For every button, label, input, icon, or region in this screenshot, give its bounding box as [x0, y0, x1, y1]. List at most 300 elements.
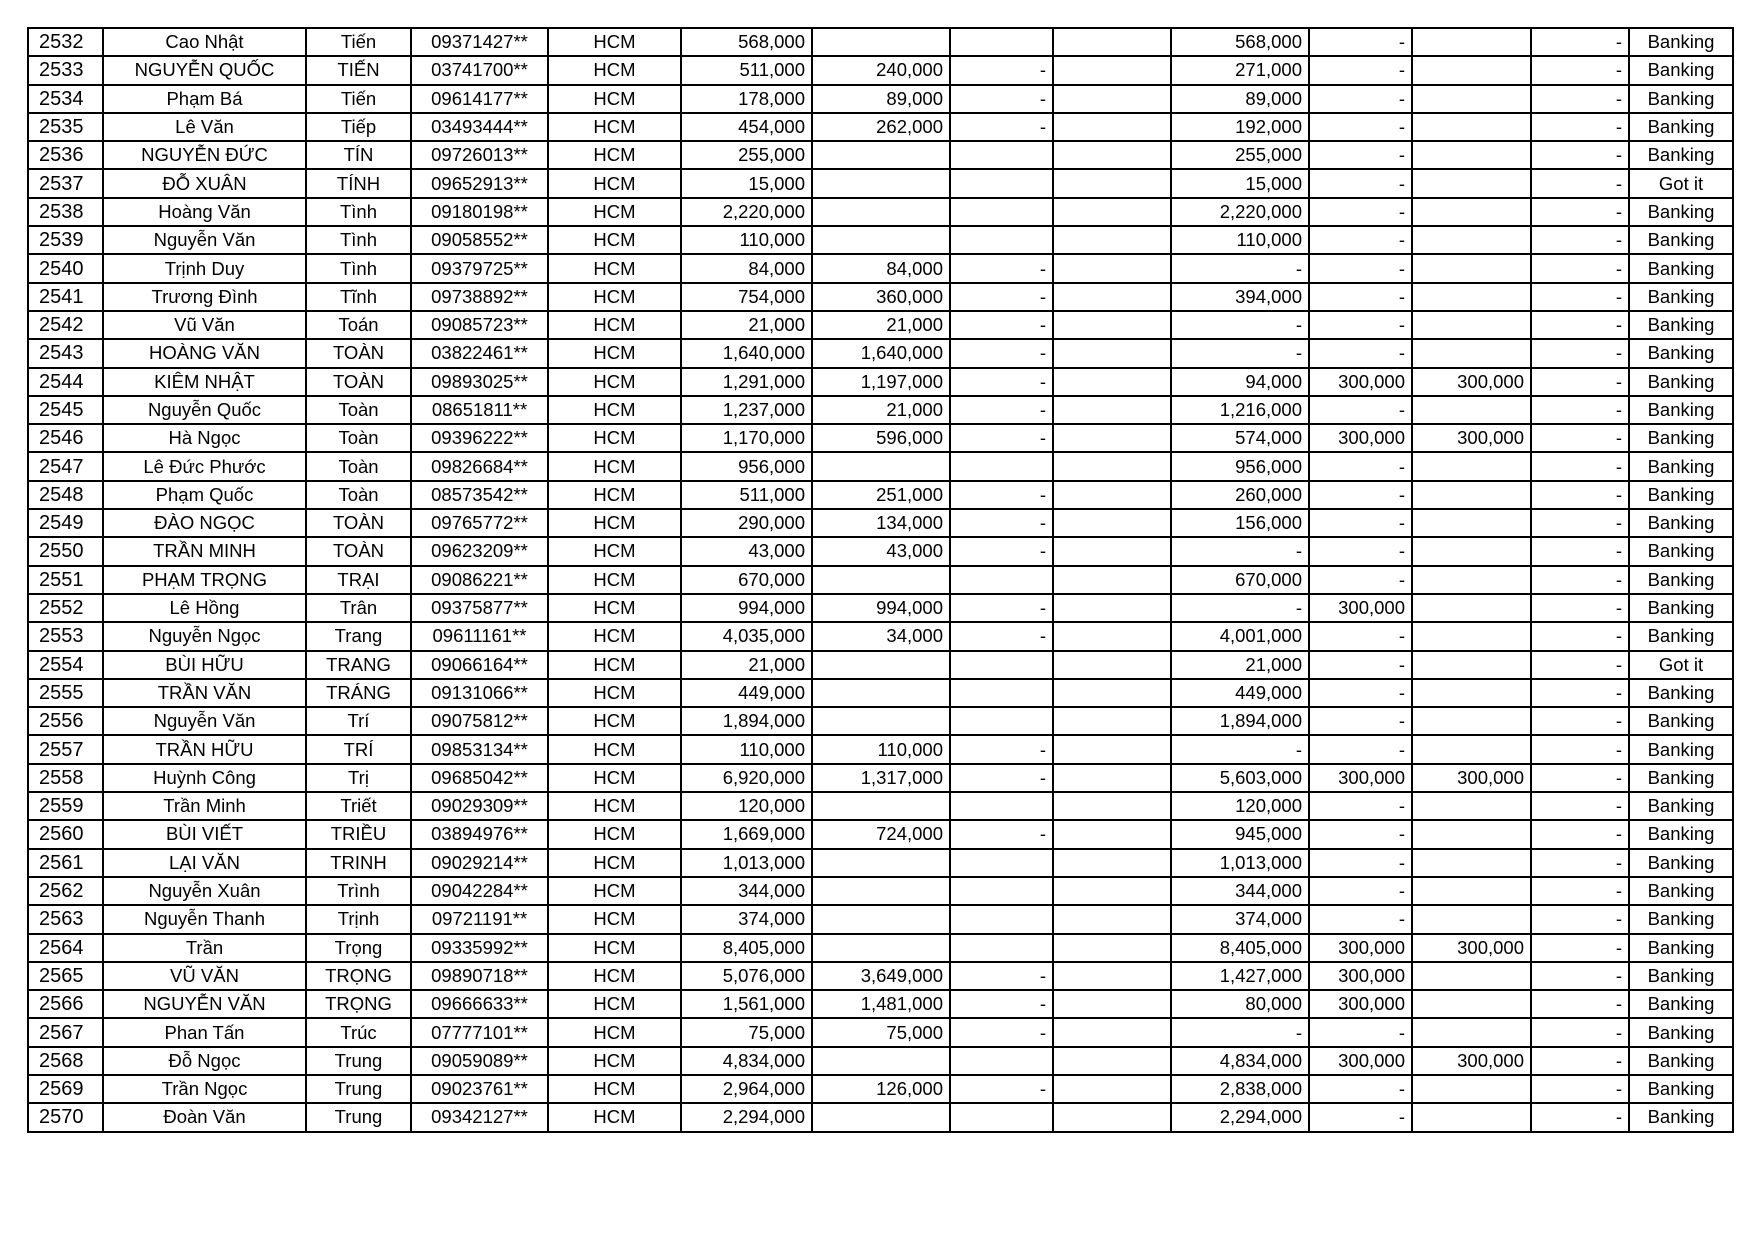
cell-amount-a — [950, 679, 1053, 707]
cell-phone: 03894976** — [411, 820, 548, 848]
cell-amount-a: - — [950, 56, 1053, 84]
cell-first-name: TÍNH — [306, 169, 411, 197]
cell-first-name: TRINH — [306, 849, 411, 877]
cell-stt: 2553 — [28, 622, 103, 650]
table-row — [28, 962, 1733, 990]
cell-bonus-1: - — [1309, 113, 1412, 141]
cell-amount-b — [1053, 792, 1171, 820]
cell-phone: 09342127** — [411, 1103, 548, 1131]
cell-stt: 2538 — [28, 198, 103, 226]
cell-bonus-1: 300,000 — [1309, 962, 1412, 990]
cell-amount-total: 754,000 — [681, 283, 812, 311]
cell-payment-method: Banking — [1629, 283, 1733, 311]
cell-amount-b — [1053, 509, 1171, 537]
cell-stt: 2554 — [28, 651, 103, 679]
cell-payment-method: Banking — [1629, 962, 1733, 990]
cell-stt: 2566 — [28, 990, 103, 1018]
cell-amount-deducted — [812, 905, 950, 933]
cell-bonus-2 — [1412, 28, 1531, 56]
cell-region: HCM — [548, 877, 681, 905]
cell-stt: 2569 — [28, 1075, 103, 1103]
cell-amount-net: 2,838,000 — [1171, 1075, 1309, 1103]
cell-region: HCM — [548, 594, 681, 622]
cell-last-middle-name: Trịnh Duy — [103, 254, 306, 282]
cell-amount-b — [1053, 1018, 1171, 1046]
cell-first-name: Trúc — [306, 1018, 411, 1046]
cell-bonus-2 — [1412, 820, 1531, 848]
cell-amount-b — [1053, 452, 1171, 480]
cell-amount-net: 1,013,000 — [1171, 849, 1309, 877]
cell-amount-c: - — [1531, 707, 1629, 735]
cell-amount-b — [1053, 368, 1171, 396]
cell-amount-total: 1,561,000 — [681, 990, 812, 1018]
cell-phone: 09685042** — [411, 764, 548, 792]
cell-amount-total: 255,000 — [681, 141, 812, 169]
cell-amount-net: 5,603,000 — [1171, 764, 1309, 792]
cell-amount-total: 344,000 — [681, 877, 812, 905]
table-row — [28, 1047, 1733, 1075]
cell-amount-a: - — [950, 962, 1053, 990]
cell-amount-a — [950, 169, 1053, 197]
cell-phone: 08651811** — [411, 396, 548, 424]
cell-amount-total: 994,000 — [681, 594, 812, 622]
cell-payment-method: Banking — [1629, 622, 1733, 650]
cell-amount-net: 21,000 — [1171, 651, 1309, 679]
cell-region: HCM — [548, 254, 681, 282]
cell-amount-c: - — [1531, 396, 1629, 424]
cell-amount-b — [1053, 424, 1171, 452]
cell-amount-c: - — [1531, 820, 1629, 848]
cell-amount-b — [1053, 566, 1171, 594]
cell-phone: 09023761** — [411, 1075, 548, 1103]
cell-last-middle-name: VŨ VĂN — [103, 962, 306, 990]
cell-region: HCM — [548, 339, 681, 367]
cell-phone: 09396222** — [411, 424, 548, 452]
cell-amount-deducted: 1,197,000 — [812, 368, 950, 396]
cell-amount-a — [950, 226, 1053, 254]
cell-amount-a — [950, 792, 1053, 820]
cell-phone: 09853134** — [411, 735, 548, 763]
cell-first-name: Tiến — [306, 85, 411, 113]
cell-last-middle-name: Trần Minh — [103, 792, 306, 820]
cell-amount-c: - — [1531, 28, 1629, 56]
cell-amount-a — [950, 566, 1053, 594]
cell-amount-net: 4,001,000 — [1171, 622, 1309, 650]
cell-amount-b — [1053, 679, 1171, 707]
cell-bonus-2: 300,000 — [1412, 764, 1531, 792]
cell-phone: 09059089** — [411, 1047, 548, 1075]
cell-stt: 2562 — [28, 877, 103, 905]
cell-bonus-2 — [1412, 566, 1531, 594]
cell-bonus-1: - — [1309, 509, 1412, 537]
cell-amount-deducted — [812, 566, 950, 594]
cell-region: HCM — [548, 481, 681, 509]
cell-payment-method: Banking — [1629, 934, 1733, 962]
cell-payment-method: Banking — [1629, 509, 1733, 537]
cell-last-middle-name: NGUYỄN QUỐC — [103, 56, 306, 84]
cell-amount-b — [1053, 735, 1171, 763]
cell-bonus-2 — [1412, 962, 1531, 990]
table-row — [28, 651, 1733, 679]
cell-region: HCM — [548, 311, 681, 339]
cell-payment-method: Banking — [1629, 707, 1733, 735]
cell-amount-deducted — [812, 169, 950, 197]
cell-amount-a: - — [950, 735, 1053, 763]
table-row — [28, 1018, 1733, 1046]
cell-amount-total: 43,000 — [681, 537, 812, 565]
cell-amount-net: 8,405,000 — [1171, 934, 1309, 962]
cell-amount-deducted — [812, 141, 950, 169]
cell-bonus-1: - — [1309, 481, 1412, 509]
cell-amount-total: 454,000 — [681, 113, 812, 141]
cell-stt: 2561 — [28, 849, 103, 877]
cell-first-name: TOÀN — [306, 368, 411, 396]
cell-amount-b — [1053, 85, 1171, 113]
cell-last-middle-name: Trương Đình — [103, 283, 306, 311]
cell-amount-b — [1053, 28, 1171, 56]
cell-amount-deducted: 262,000 — [812, 113, 950, 141]
cell-amount-a: - — [950, 509, 1053, 537]
cell-amount-c: - — [1531, 566, 1629, 594]
cell-bonus-2 — [1412, 792, 1531, 820]
cell-bonus-1: - — [1309, 169, 1412, 197]
cell-phone: 09623209** — [411, 537, 548, 565]
cell-first-name: TÍN — [306, 141, 411, 169]
cell-stt: 2555 — [28, 679, 103, 707]
cell-bonus-1: - — [1309, 877, 1412, 905]
cell-amount-a: - — [950, 537, 1053, 565]
cell-amount-deducted: 75,000 — [812, 1018, 950, 1046]
cell-first-name: TRIỀU — [306, 820, 411, 848]
cell-last-middle-name: BÙI VIẾT — [103, 820, 306, 848]
cell-region: HCM — [548, 792, 681, 820]
cell-last-middle-name: Đỗ Ngọc — [103, 1047, 306, 1075]
cell-amount-deducted — [812, 1047, 950, 1075]
cell-amount-total: 5,076,000 — [681, 962, 812, 990]
cell-region: HCM — [548, 735, 681, 763]
cell-amount-b — [1053, 849, 1171, 877]
cell-bonus-2 — [1412, 509, 1531, 537]
cell-amount-a — [950, 198, 1053, 226]
table-row — [28, 141, 1733, 169]
cell-stt: 2556 — [28, 707, 103, 735]
cell-bonus-1: - — [1309, 1018, 1412, 1046]
cell-amount-c: - — [1531, 735, 1629, 763]
cell-last-middle-name: Nguyễn Thanh — [103, 905, 306, 933]
cell-amount-deducted: 994,000 — [812, 594, 950, 622]
cell-region: HCM — [548, 764, 681, 792]
cell-phone: 09371427** — [411, 28, 548, 56]
cell-amount-b — [1053, 764, 1171, 792]
cell-stt: 2547 — [28, 452, 103, 480]
cell-bonus-2 — [1412, 849, 1531, 877]
cell-first-name: Tĩnh — [306, 283, 411, 311]
cell-amount-net: - — [1171, 594, 1309, 622]
cell-stt: 2534 — [28, 85, 103, 113]
cell-phone: 09085723** — [411, 311, 548, 339]
cell-amount-net: 15,000 — [1171, 169, 1309, 197]
cell-bonus-2: 300,000 — [1412, 1047, 1531, 1075]
cell-amount-net: 956,000 — [1171, 452, 1309, 480]
cell-region: HCM — [548, 169, 681, 197]
cell-phone: 09131066** — [411, 679, 548, 707]
cell-amount-net: 4,834,000 — [1171, 1047, 1309, 1075]
cell-amount-c: - — [1531, 594, 1629, 622]
cell-first-name: TIẾN — [306, 56, 411, 84]
cell-amount-deducted — [812, 792, 950, 820]
cell-amount-deducted: 251,000 — [812, 481, 950, 509]
cell-amount-total: 1,170,000 — [681, 424, 812, 452]
cell-amount-c: - — [1531, 141, 1629, 169]
cell-amount-total: 374,000 — [681, 905, 812, 933]
cell-region: HCM — [548, 1103, 681, 1131]
cell-amount-total: 4,834,000 — [681, 1047, 812, 1075]
cell-amount-b — [1053, 226, 1171, 254]
cell-last-middle-name: TRẦN MINH — [103, 537, 306, 565]
cell-bonus-1: - — [1309, 537, 1412, 565]
cell-stt: 2563 — [28, 905, 103, 933]
cell-amount-c: - — [1531, 56, 1629, 84]
cell-amount-net: 255,000 — [1171, 141, 1309, 169]
cell-amount-net: - — [1171, 311, 1309, 339]
cell-region: HCM — [548, 849, 681, 877]
cell-amount-c: - — [1531, 905, 1629, 933]
cell-last-middle-name: Phan Tấn — [103, 1018, 306, 1046]
cell-amount-net: - — [1171, 339, 1309, 367]
cell-first-name: Tiếp — [306, 113, 411, 141]
table-row — [28, 679, 1733, 707]
cell-amount-a: - — [950, 990, 1053, 1018]
cell-bonus-1: - — [1309, 85, 1412, 113]
cell-amount-c: - — [1531, 509, 1629, 537]
cell-first-name: TOÀN — [306, 339, 411, 367]
cell-amount-net: 568,000 — [1171, 28, 1309, 56]
cell-amount-b — [1053, 113, 1171, 141]
cell-amount-a — [950, 849, 1053, 877]
cell-last-middle-name: Phạm Bá — [103, 85, 306, 113]
cell-bonus-2 — [1412, 85, 1531, 113]
cell-amount-a: - — [950, 368, 1053, 396]
cell-amount-c: - — [1531, 849, 1629, 877]
cell-bonus-2 — [1412, 990, 1531, 1018]
table-row — [28, 283, 1733, 311]
cell-last-middle-name: Trần — [103, 934, 306, 962]
cell-amount-deducted — [812, 707, 950, 735]
cell-stt: 2552 — [28, 594, 103, 622]
cell-amount-b — [1053, 254, 1171, 282]
cell-amount-total: 6,920,000 — [681, 764, 812, 792]
cell-last-middle-name: KIÊM NHẬT — [103, 368, 306, 396]
cell-first-name: TRÁNG — [306, 679, 411, 707]
cell-bonus-2 — [1412, 283, 1531, 311]
cell-payment-method: Banking — [1629, 792, 1733, 820]
cell-first-name: Trân — [306, 594, 411, 622]
cell-bonus-1: - — [1309, 254, 1412, 282]
cell-bonus-2 — [1412, 452, 1531, 480]
cell-amount-net: 110,000 — [1171, 226, 1309, 254]
cell-payment-method: Banking — [1629, 1018, 1733, 1046]
cell-last-middle-name: Nguyễn Quốc — [103, 396, 306, 424]
cell-stt: 2533 — [28, 56, 103, 84]
cell-stt: 2567 — [28, 1018, 103, 1046]
cell-phone: 09765772** — [411, 509, 548, 537]
cell-bonus-2: 300,000 — [1412, 424, 1531, 452]
cell-payment-method: Banking — [1629, 566, 1733, 594]
table-row — [28, 566, 1733, 594]
table-row — [28, 820, 1733, 848]
cell-bonus-2 — [1412, 113, 1531, 141]
cell-amount-a — [950, 1103, 1053, 1131]
cell-amount-net: 344,000 — [1171, 877, 1309, 905]
cell-last-middle-name: TRẦN VĂN — [103, 679, 306, 707]
cell-bonus-2 — [1412, 169, 1531, 197]
cell-payment-method: Banking — [1629, 1103, 1733, 1131]
cell-phone: 09726013** — [411, 141, 548, 169]
cell-amount-net: 89,000 — [1171, 85, 1309, 113]
cell-amount-deducted: 3,649,000 — [812, 962, 950, 990]
cell-stt: 2560 — [28, 820, 103, 848]
cell-bonus-2 — [1412, 651, 1531, 679]
cell-bonus-1: - — [1309, 1103, 1412, 1131]
cell-first-name: Toàn — [306, 424, 411, 452]
cell-bonus-2 — [1412, 396, 1531, 424]
cell-amount-a — [950, 905, 1053, 933]
cell-region: HCM — [548, 452, 681, 480]
cell-bonus-2: 300,000 — [1412, 368, 1531, 396]
cell-first-name: Trí — [306, 707, 411, 735]
cell-stt: 2568 — [28, 1047, 103, 1075]
cell-first-name: TRỌNG — [306, 990, 411, 1018]
table-row — [28, 1075, 1733, 1103]
cell-bonus-1: - — [1309, 792, 1412, 820]
cell-amount-b — [1053, 283, 1171, 311]
cell-amount-c: - — [1531, 537, 1629, 565]
cell-bonus-2 — [1412, 1075, 1531, 1103]
cell-phone: 07777101** — [411, 1018, 548, 1046]
cell-amount-total: 511,000 — [681, 481, 812, 509]
cell-amount-net: 120,000 — [1171, 792, 1309, 820]
table-row — [28, 849, 1733, 877]
cell-amount-a: - — [950, 594, 1053, 622]
cell-amount-a: - — [950, 85, 1053, 113]
cell-first-name: Trình — [306, 877, 411, 905]
cell-last-middle-name: HOÀNG VĂN — [103, 339, 306, 367]
cell-amount-b — [1053, 198, 1171, 226]
cell-first-name: Trịnh — [306, 905, 411, 933]
cell-payment-method: Banking — [1629, 849, 1733, 877]
cell-amount-deducted: 1,317,000 — [812, 764, 950, 792]
cell-amount-b — [1053, 56, 1171, 84]
cell-region: HCM — [548, 396, 681, 424]
cell-payment-method: Banking — [1629, 198, 1733, 226]
cell-payment-method: Banking — [1629, 311, 1733, 339]
cell-amount-b — [1053, 905, 1171, 933]
cell-first-name: TRÍ — [306, 735, 411, 763]
cell-bonus-1: 300,000 — [1309, 594, 1412, 622]
cell-region: HCM — [548, 537, 681, 565]
cell-phone: 09335992** — [411, 934, 548, 962]
cell-amount-net: 945,000 — [1171, 820, 1309, 848]
cell-last-middle-name: Đoàn Văn — [103, 1103, 306, 1131]
cell-stt: 2545 — [28, 396, 103, 424]
cell-payment-method: Banking — [1629, 594, 1733, 622]
cell-phone: 09738892** — [411, 283, 548, 311]
cell-first-name: Tình — [306, 254, 411, 282]
cell-payment-method: Banking — [1629, 85, 1733, 113]
table-row — [28, 509, 1733, 537]
cell-amount-c: - — [1531, 1018, 1629, 1046]
cell-phone: 09890718** — [411, 962, 548, 990]
cell-amount-deducted — [812, 28, 950, 56]
cell-amount-deducted: 43,000 — [812, 537, 950, 565]
cell-amount-total: 290,000 — [681, 509, 812, 537]
cell-phone: 09375877** — [411, 594, 548, 622]
cell-amount-c: - — [1531, 934, 1629, 962]
cell-bonus-2 — [1412, 481, 1531, 509]
cell-phone: 09029214** — [411, 849, 548, 877]
cell-payment-method: Banking — [1629, 141, 1733, 169]
cell-last-middle-name: Cao Nhật — [103, 28, 306, 56]
cell-last-middle-name: LẠI VĂN — [103, 849, 306, 877]
cell-first-name: Trang — [306, 622, 411, 650]
table-row — [28, 113, 1733, 141]
table-row — [28, 1103, 1733, 1131]
cell-amount-a: - — [950, 283, 1053, 311]
cell-bonus-1: - — [1309, 849, 1412, 877]
cell-phone: 09826684** — [411, 452, 548, 480]
cell-amount-c: - — [1531, 339, 1629, 367]
table-row — [28, 735, 1733, 763]
cell-bonus-2 — [1412, 311, 1531, 339]
cell-stt: 2564 — [28, 934, 103, 962]
cell-payment-method: Banking — [1629, 820, 1733, 848]
cell-amount-deducted — [812, 934, 950, 962]
cell-first-name: Trọng — [306, 934, 411, 962]
table-row — [28, 368, 1733, 396]
cell-amount-net: 94,000 — [1171, 368, 1309, 396]
cell-amount-a — [950, 877, 1053, 905]
cell-region: HCM — [548, 368, 681, 396]
cell-first-name: TOÀN — [306, 509, 411, 537]
cell-amount-deducted: 110,000 — [812, 735, 950, 763]
cell-amount-b — [1053, 396, 1171, 424]
cell-region: HCM — [548, 141, 681, 169]
cell-payment-method: Banking — [1629, 424, 1733, 452]
cell-stt: 2550 — [28, 537, 103, 565]
cell-amount-a: - — [950, 622, 1053, 650]
cell-amount-net: 260,000 — [1171, 481, 1309, 509]
cell-amount-deducted: 134,000 — [812, 509, 950, 537]
cell-amount-b — [1053, 820, 1171, 848]
cell-stt: 2570 — [28, 1103, 103, 1131]
cell-last-middle-name: TRẦN HỮU — [103, 735, 306, 763]
cell-first-name: TRANG — [306, 651, 411, 679]
cell-amount-c: - — [1531, 1103, 1629, 1131]
cell-stt: 2551 — [28, 566, 103, 594]
table-row — [28, 254, 1733, 282]
cell-amount-c: - — [1531, 679, 1629, 707]
cell-amount-a: - — [950, 1075, 1053, 1103]
table-row — [28, 934, 1733, 962]
cell-amount-c: - — [1531, 481, 1629, 509]
cell-stt: 2543 — [28, 339, 103, 367]
cell-bonus-2 — [1412, 707, 1531, 735]
cell-bonus-1: - — [1309, 622, 1412, 650]
cell-amount-c: - — [1531, 85, 1629, 113]
cell-bonus-1: - — [1309, 226, 1412, 254]
cell-amount-net: 1,894,000 — [1171, 707, 1309, 735]
cell-region: HCM — [548, 934, 681, 962]
